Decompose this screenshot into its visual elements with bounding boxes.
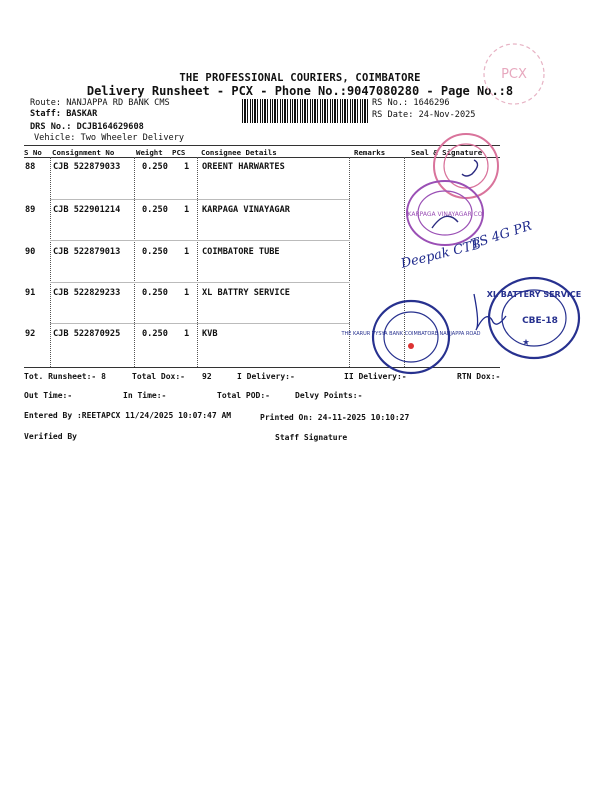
row-sno: 90 [25, 247, 36, 257]
rtn-dox-label: RTN Dox:- [457, 372, 501, 381]
total-dox-label: Total Dox:- [132, 372, 185, 381]
runsheet-subtitle: Delivery Runsheet - PCX - Phone No.:9047080280 - Page No.:8 [86, 84, 514, 98]
row-divider [50, 199, 350, 200]
row-divider [50, 282, 350, 283]
col-header-remarks: Remarks [354, 148, 386, 157]
i-delivery-label: I Delivery:- [237, 372, 295, 381]
row-consignment: CJB 522879033 [53, 162, 121, 172]
ii-delivery-label: II Delivery:- [344, 372, 407, 381]
row-consignee: XL BATTRY SERVICE [202, 288, 290, 298]
company-title: THE PROFESSIONAL COURIERS, COIMBATORE [179, 72, 421, 84]
handwritten-signature: Deepak CTB [399, 237, 483, 272]
printed-on: Printed On: 24-11-2025 10:10:27 [260, 413, 410, 422]
svg-text:CBE-18: CBE-18 [522, 316, 558, 326]
row-consignee: COIMBATORE TUBE [202, 247, 280, 257]
row-weight: 0.250 [142, 329, 168, 339]
row-consignee: OREENT HARWARTES [202, 162, 285, 172]
col-header-consignment: Consignment No [52, 148, 115, 157]
row-weight: 0.250 [142, 247, 168, 257]
col-header-sno: S No [24, 148, 42, 157]
row-pcs: 1 [184, 247, 190, 257]
staff-text: Staff: BASKAR [30, 109, 98, 119]
row-pcs: 1 [184, 205, 190, 215]
col-divider [134, 157, 135, 367]
barcode-graphic [242, 99, 368, 123]
row-pcs: 1 [184, 329, 190, 339]
delvy-points-label: Delvy Points:- [295, 391, 363, 400]
col-divider [50, 157, 51, 367]
row-consignment: CJB 522870925 [53, 329, 121, 339]
row-sno: 89 [25, 205, 36, 215]
total-dox-value: 92 [202, 372, 212, 381]
col-header-consignee: Consignee Details [201, 148, 277, 157]
table-top-border [24, 145, 500, 146]
row-weight: 0.250 [142, 205, 168, 215]
total-pod-label: Total POD:- [217, 391, 270, 400]
out-time-label: Out Time:- [24, 391, 73, 400]
xl-battery-stamp [486, 275, 582, 361]
svg-text:THE KARUR VYSYA BANK COIMBATOR: THE KARUR VYSYA BANK COIMBATORE NANJAPPA ROAD [341, 331, 481, 337]
staff-signature-label: Staff Signature [275, 433, 348, 442]
rs-date: RS Date: 24-Nov-2025 [372, 110, 476, 120]
col-header-pcs: PCS [172, 148, 186, 157]
row-pcs: 1 [184, 162, 190, 172]
row-consignee: KVB [202, 329, 218, 339]
col-header-weight: Weight [136, 148, 163, 157]
entered-by: Entered By :REETAPCX 11/24/2025 10:07:47 AM [24, 411, 232, 420]
row-sno: 91 [25, 288, 36, 298]
drs-number: DRS No.: DCJB164629608 [30, 122, 144, 132]
row-divider [50, 240, 350, 241]
row-sno: 88 [25, 162, 36, 172]
vehicle-text: Vehicle: Two Wheeler Delivery [34, 133, 185, 143]
row-weight: 0.250 [142, 288, 168, 298]
rs-number: RS No.: 1646296 [372, 98, 450, 108]
row-consignee: KARPAGA VINAYAGAR [202, 205, 290, 215]
verified-by-label: Verified By [24, 432, 77, 441]
svg-text:XL BATTERY SERVICE: XL BATTERY SERVICE [486, 290, 582, 299]
row-weight: 0.250 [142, 162, 168, 172]
col-divider [197, 157, 198, 367]
in-time-label: In Time:- [123, 391, 167, 400]
col-header-seal: Seal & Signature [411, 148, 483, 157]
route-text: Route: NANJAPPA RD BANK CMS [30, 98, 170, 108]
total-runsheet: Tot. Runsheet:- 8 [24, 372, 106, 381]
handwritten-signature: TS 4G PR [469, 218, 534, 253]
row-consignment: CJB 522879013 [53, 247, 121, 257]
svg-text:PCX: PCX [501, 67, 527, 82]
row-sno: 92 [25, 329, 36, 339]
svg-text:KARPAGA VINAYAGAR CO: KARPAGA VINAYAGAR CO [407, 211, 483, 218]
row-consignment: CJB 522901214 [53, 205, 121, 215]
row-divider [50, 323, 350, 324]
row-pcs: 1 [184, 288, 190, 298]
svg-text:★: ★ [522, 334, 530, 348]
row-consignment: CJB 522829233 [53, 288, 121, 298]
karur-bank-stamp [341, 298, 481, 376]
pcx-faint-stamp [478, 38, 550, 110]
header-bottom-border [24, 157, 500, 158]
